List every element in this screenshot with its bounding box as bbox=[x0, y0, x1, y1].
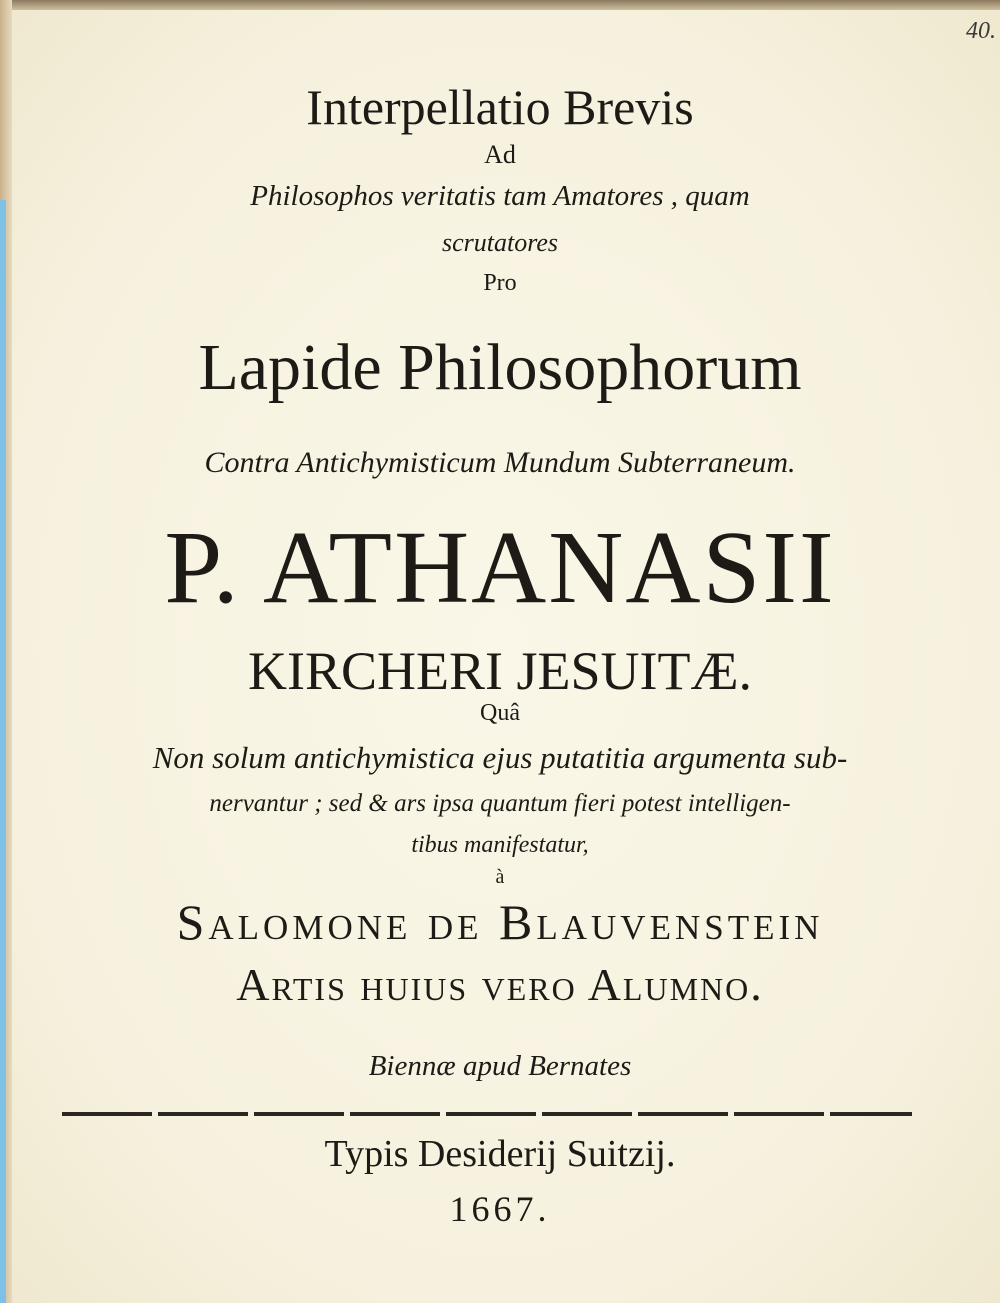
description-line-2: nervantur ; sed & ars ipsa quantum fieri potest intelligen- bbox=[209, 790, 791, 817]
printer-line: Typis Desiderij Suitzij. bbox=[324, 1133, 676, 1175]
ornamental-rule bbox=[62, 1112, 912, 1116]
byline-1: Salomone de Blauvenstein bbox=[176, 894, 824, 950]
subtitle-line-1: Philosophos veritatis tam Amatores , quam bbox=[250, 180, 750, 212]
byline-2: Artis huius vero Alumno. bbox=[236, 959, 764, 1010]
subtitle-line-2: scrutatores bbox=[441, 228, 559, 257]
year: 1667. bbox=[449, 1189, 551, 1229]
a-word: à bbox=[495, 866, 505, 888]
qua-word: Quâ bbox=[480, 700, 520, 726]
author-line-2: KIRCHERI JESUITÆ. bbox=[247, 641, 752, 701]
folio-mark: 40. bbox=[966, 18, 996, 44]
main-title: Lapide Philosophorum bbox=[198, 331, 802, 404]
author-line-1: P. ATHANASII bbox=[164, 510, 836, 625]
description-line-1: Non solum antichymistica ejus putatitia argumenta sub- bbox=[152, 740, 848, 775]
contra-line: Contra Antichymisticum Mundum Subterraneum. bbox=[204, 446, 796, 479]
title-line-2: Ad bbox=[484, 140, 516, 169]
pro-word: Pro bbox=[483, 270, 517, 296]
place-line: Biennæ apud Bernates bbox=[368, 1050, 632, 1082]
title-line-1: Interpellatio Brevis bbox=[306, 79, 694, 135]
page-top-edge bbox=[0, 0, 1000, 10]
description-line-3: tibus manifestatur, bbox=[411, 832, 589, 858]
